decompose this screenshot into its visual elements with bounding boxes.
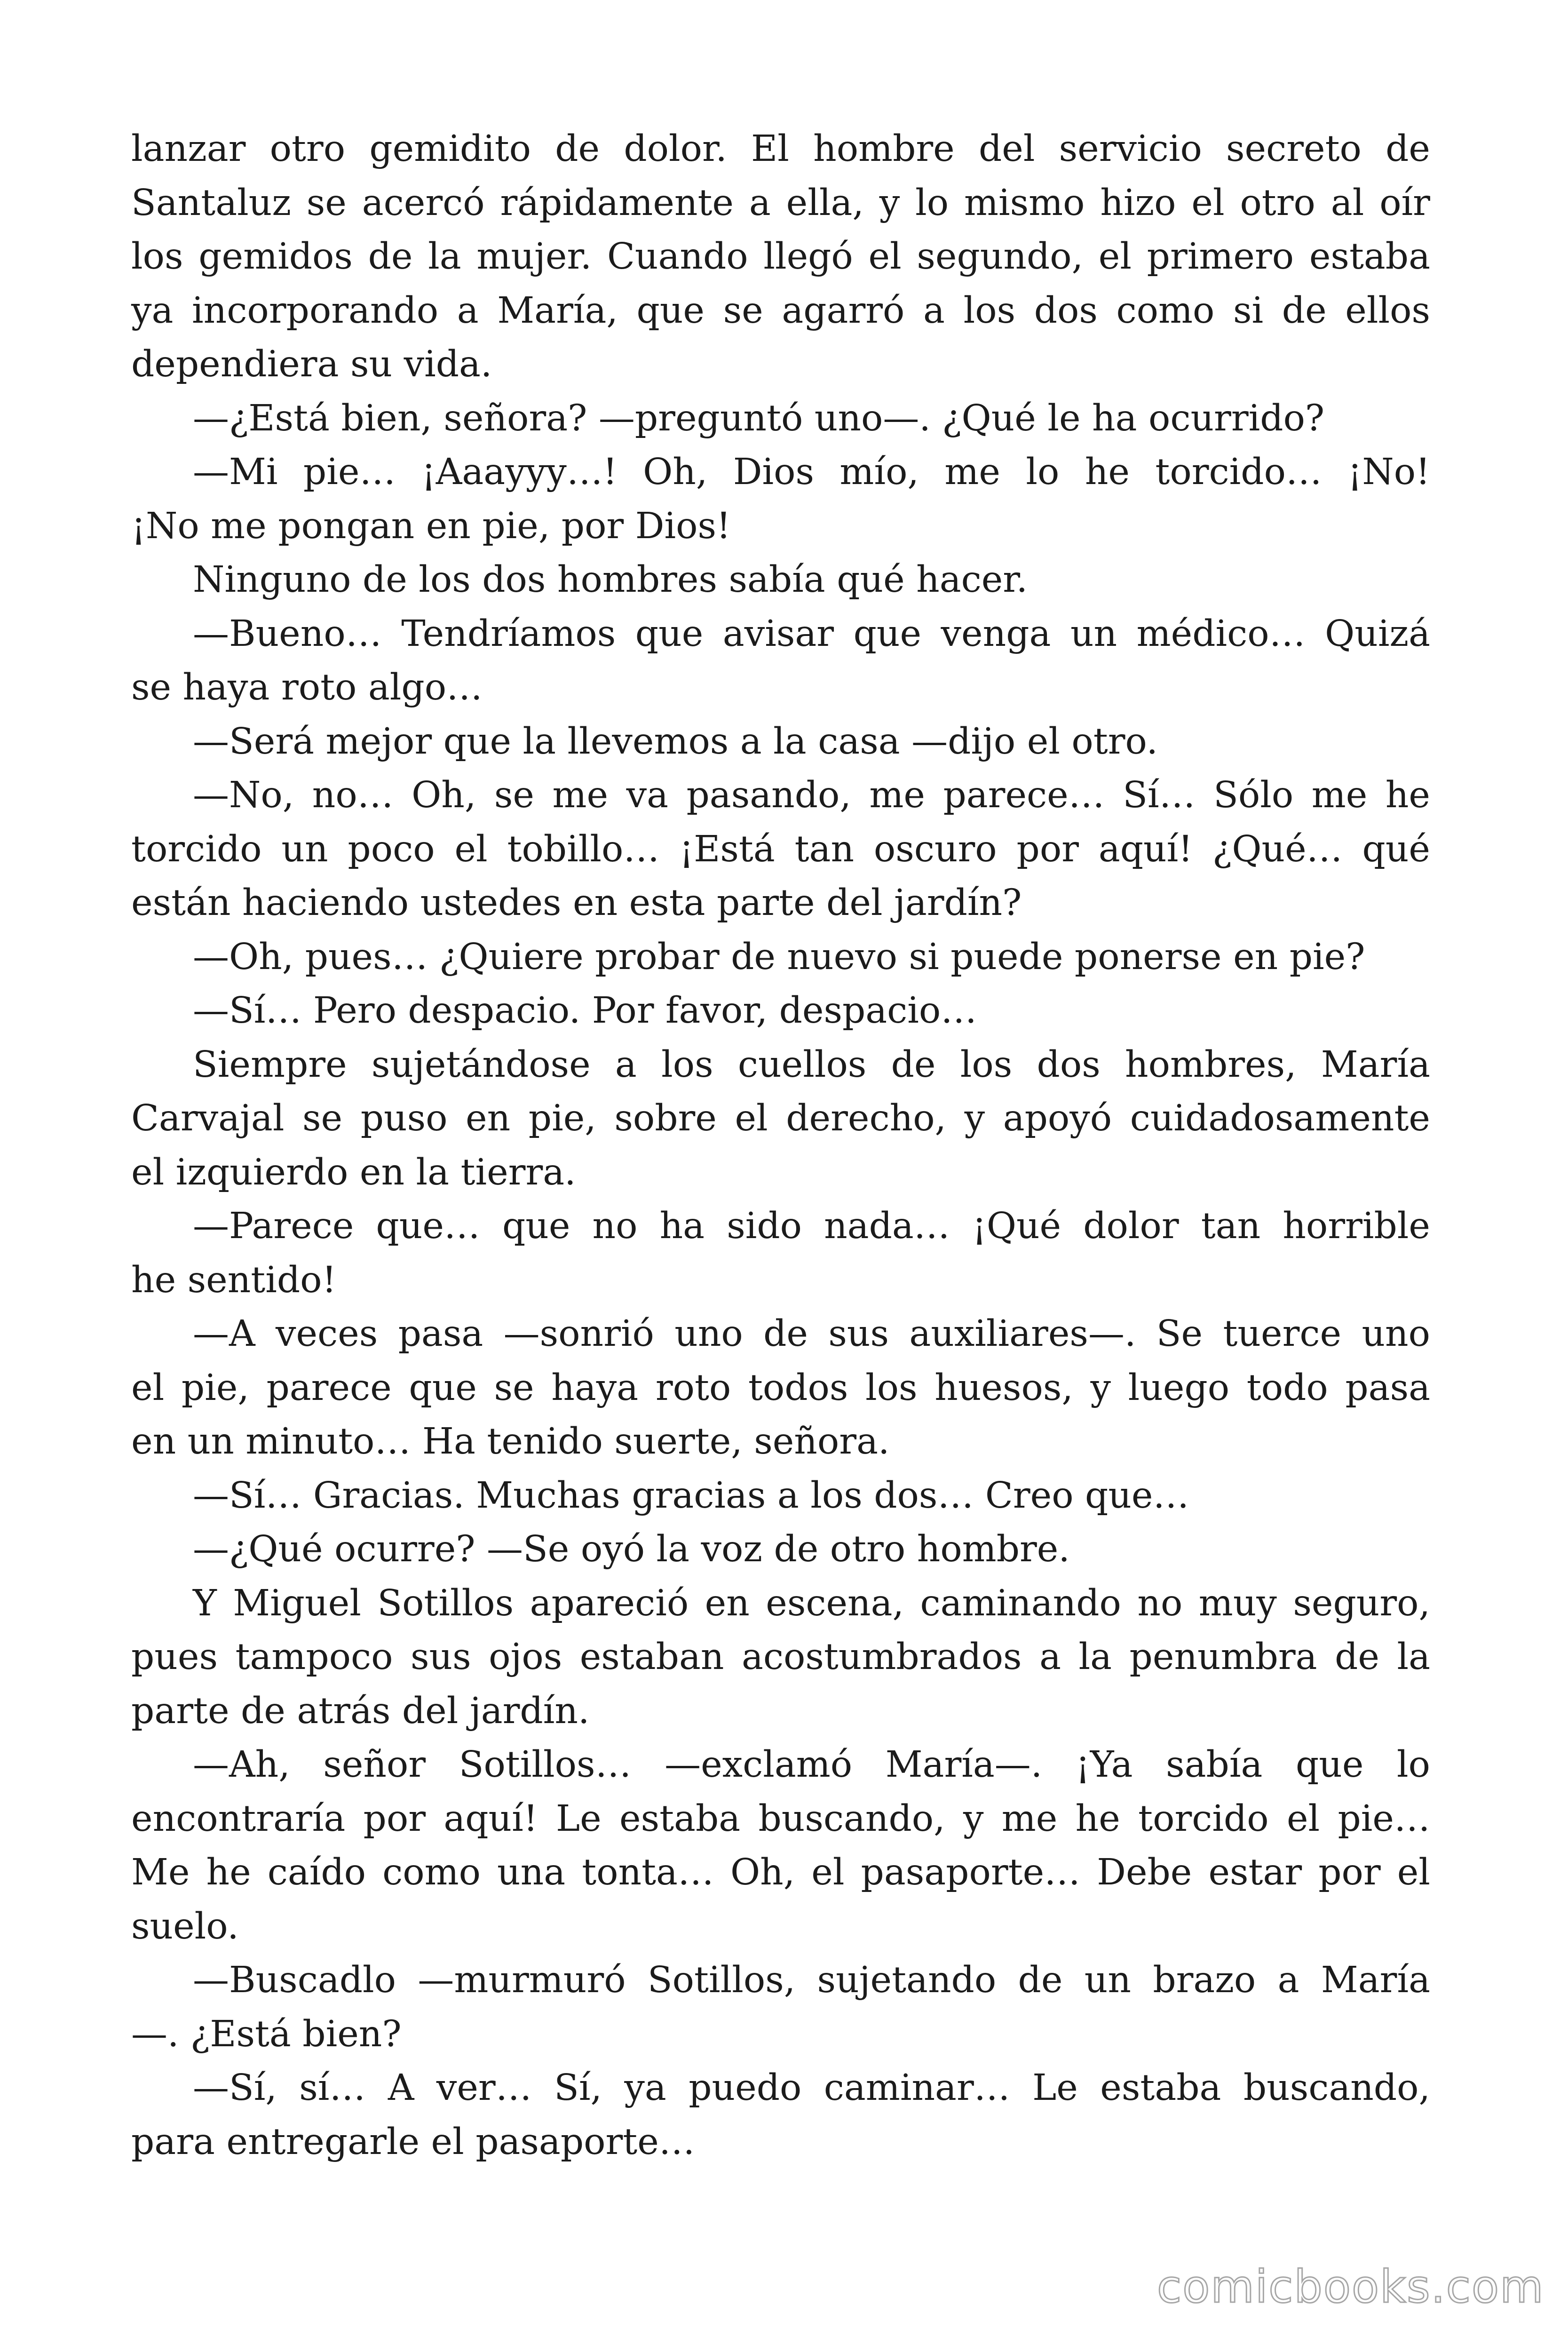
watermark: comicbooks.com [1157,2261,1544,2313]
paragraph [131,930,1430,985]
text-line: pues tampoco sus ojos estaban acostumbrados a la penumbra de la [131,1636,1430,1678]
text-line: —A veces pasa —sonrió uno de sus auxiliares—. Se tuerce uno [193,1313,1430,1355]
text-line: en un minuto… Ha tenido suerte, señora. [131,1421,890,1462]
text-line: —Mi pie… ¡Aaayyy…! Oh, Dios mío, me lo he torcido… ¡No! [193,451,1430,493]
paragraph [131,1738,1430,1954]
text-line: he sentido! [131,1259,337,1301]
text-line: ya incorporando a María, que se agarró a los dos como si de ellos [131,289,1430,332]
text-line: —Ah, señor Sotillos… —exclamó María—. ¡Ya sabía que lo [193,1744,1430,1786]
text-line: para entregarle el pasaporte… [131,2121,695,2163]
paragraph [131,1523,1430,1577]
text-line: se haya roto algo… [131,667,483,708]
text-line: —Sí… Gracias. Muchas gracias a los dos… Creo que… [193,1474,1189,1517]
text-line: —Oh, pues… ¿Quiere probar de nuevo si puede ponerse en pie? [193,936,1365,978]
paragraph [131,607,1430,715]
text-line: —Buscadlo —murmuró Sotillos, sujetando de un brazo a María [193,1959,1430,2001]
text-line: —¿Qué ocurre? —Se oyó la voz de otro hombre. [193,1528,1070,1570]
text-line: —No, no… Oh, se me va pasando, me parece… Sí… Sólo me he [193,774,1430,816]
paragraph [131,122,1430,392]
text-line: encontraría por aquí! Le estaba buscando, y me he torcido el pie… [131,1797,1430,1840]
paragraph [131,1038,1430,1200]
text-line: —Será mejor que la llevemos a la casa —dijo el otro. [193,720,1158,763]
text-line: Siempre sujetándose a los cuellos de los dos hombres, María [193,1043,1430,1086]
text-line: los gemidos de la mujer. Cuando llegó el segundo, el primero estaba [131,236,1430,278]
paragraph [131,1200,1430,1307]
paragraph [131,1469,1430,1523]
paragraph [131,984,1430,1038]
paragraph [131,2061,1430,2169]
paragraph [131,1954,1430,2061]
text-line: Santaluz se acercó rápidamente a ella, y lo mismo hizo el otro al oír [131,182,1430,224]
paragraph [131,1577,1430,1739]
text-line: torcido un poco el tobillo… ¡Está tan oscuro por aquí! ¿Qué… qué [131,828,1430,870]
text-line: —Parece que… que no ha sido nada… ¡Qué dolor tan horrible [193,1205,1430,1247]
page-text [131,122,1430,2169]
text-line: ¡No me pongan en pie, por Dios! [131,505,731,547]
text-line: el pie, parece que se haya roto todos los huesos, y luego todo pasa [131,1367,1430,1409]
text-line: Y Miguel Sotillos apareció en escena, caminando no muy seguro, [193,1582,1430,1624]
text-line: suelo. [131,1905,239,1947]
text-line: el izquierdo en la tierra. [131,1151,576,1193]
text-line: —Bueno… Tendríamos que avisar que venga un médico… Quizá [193,612,1430,655]
text-line: Ninguno de los dos hombres sabía qué hacer. [193,559,1028,601]
text-line: están haciendo ustedes en esta parte del jardín? [131,882,1022,924]
paragraph [131,553,1430,607]
text-line: Me he caído como una tonta… Oh, el pasaporte… Debe estar por el [131,1851,1430,1893]
text-line: —. ¿Está bien? [131,2013,402,2055]
paragraph [131,769,1430,930]
text-line: —¿Está bien, señora? —preguntó uno—. ¿Qué le ha ocurrido? [193,397,1325,439]
paragraph [131,445,1430,553]
text-line: parte de atrás del jardín. [131,1690,590,1732]
text-line: dependiera su vida. [131,343,492,385]
text-line: lanzar otro gemidito de dolor. El hombre del servicio secreto de [131,128,1430,170]
paragraph [131,1307,1430,1469]
text-line: —Sí, sí… A ver… Sí, ya puedo caminar… Le estaba buscando, [193,2067,1430,2109]
text-line: Carvajal se puso en pie, sobre el derecho, y apoyó cuidadosamente [131,1097,1430,1139]
text-line: —Sí… Pero despacio. Por favor, despacio… [193,990,977,1032]
paragraph [131,715,1430,769]
paragraph [131,392,1430,446]
